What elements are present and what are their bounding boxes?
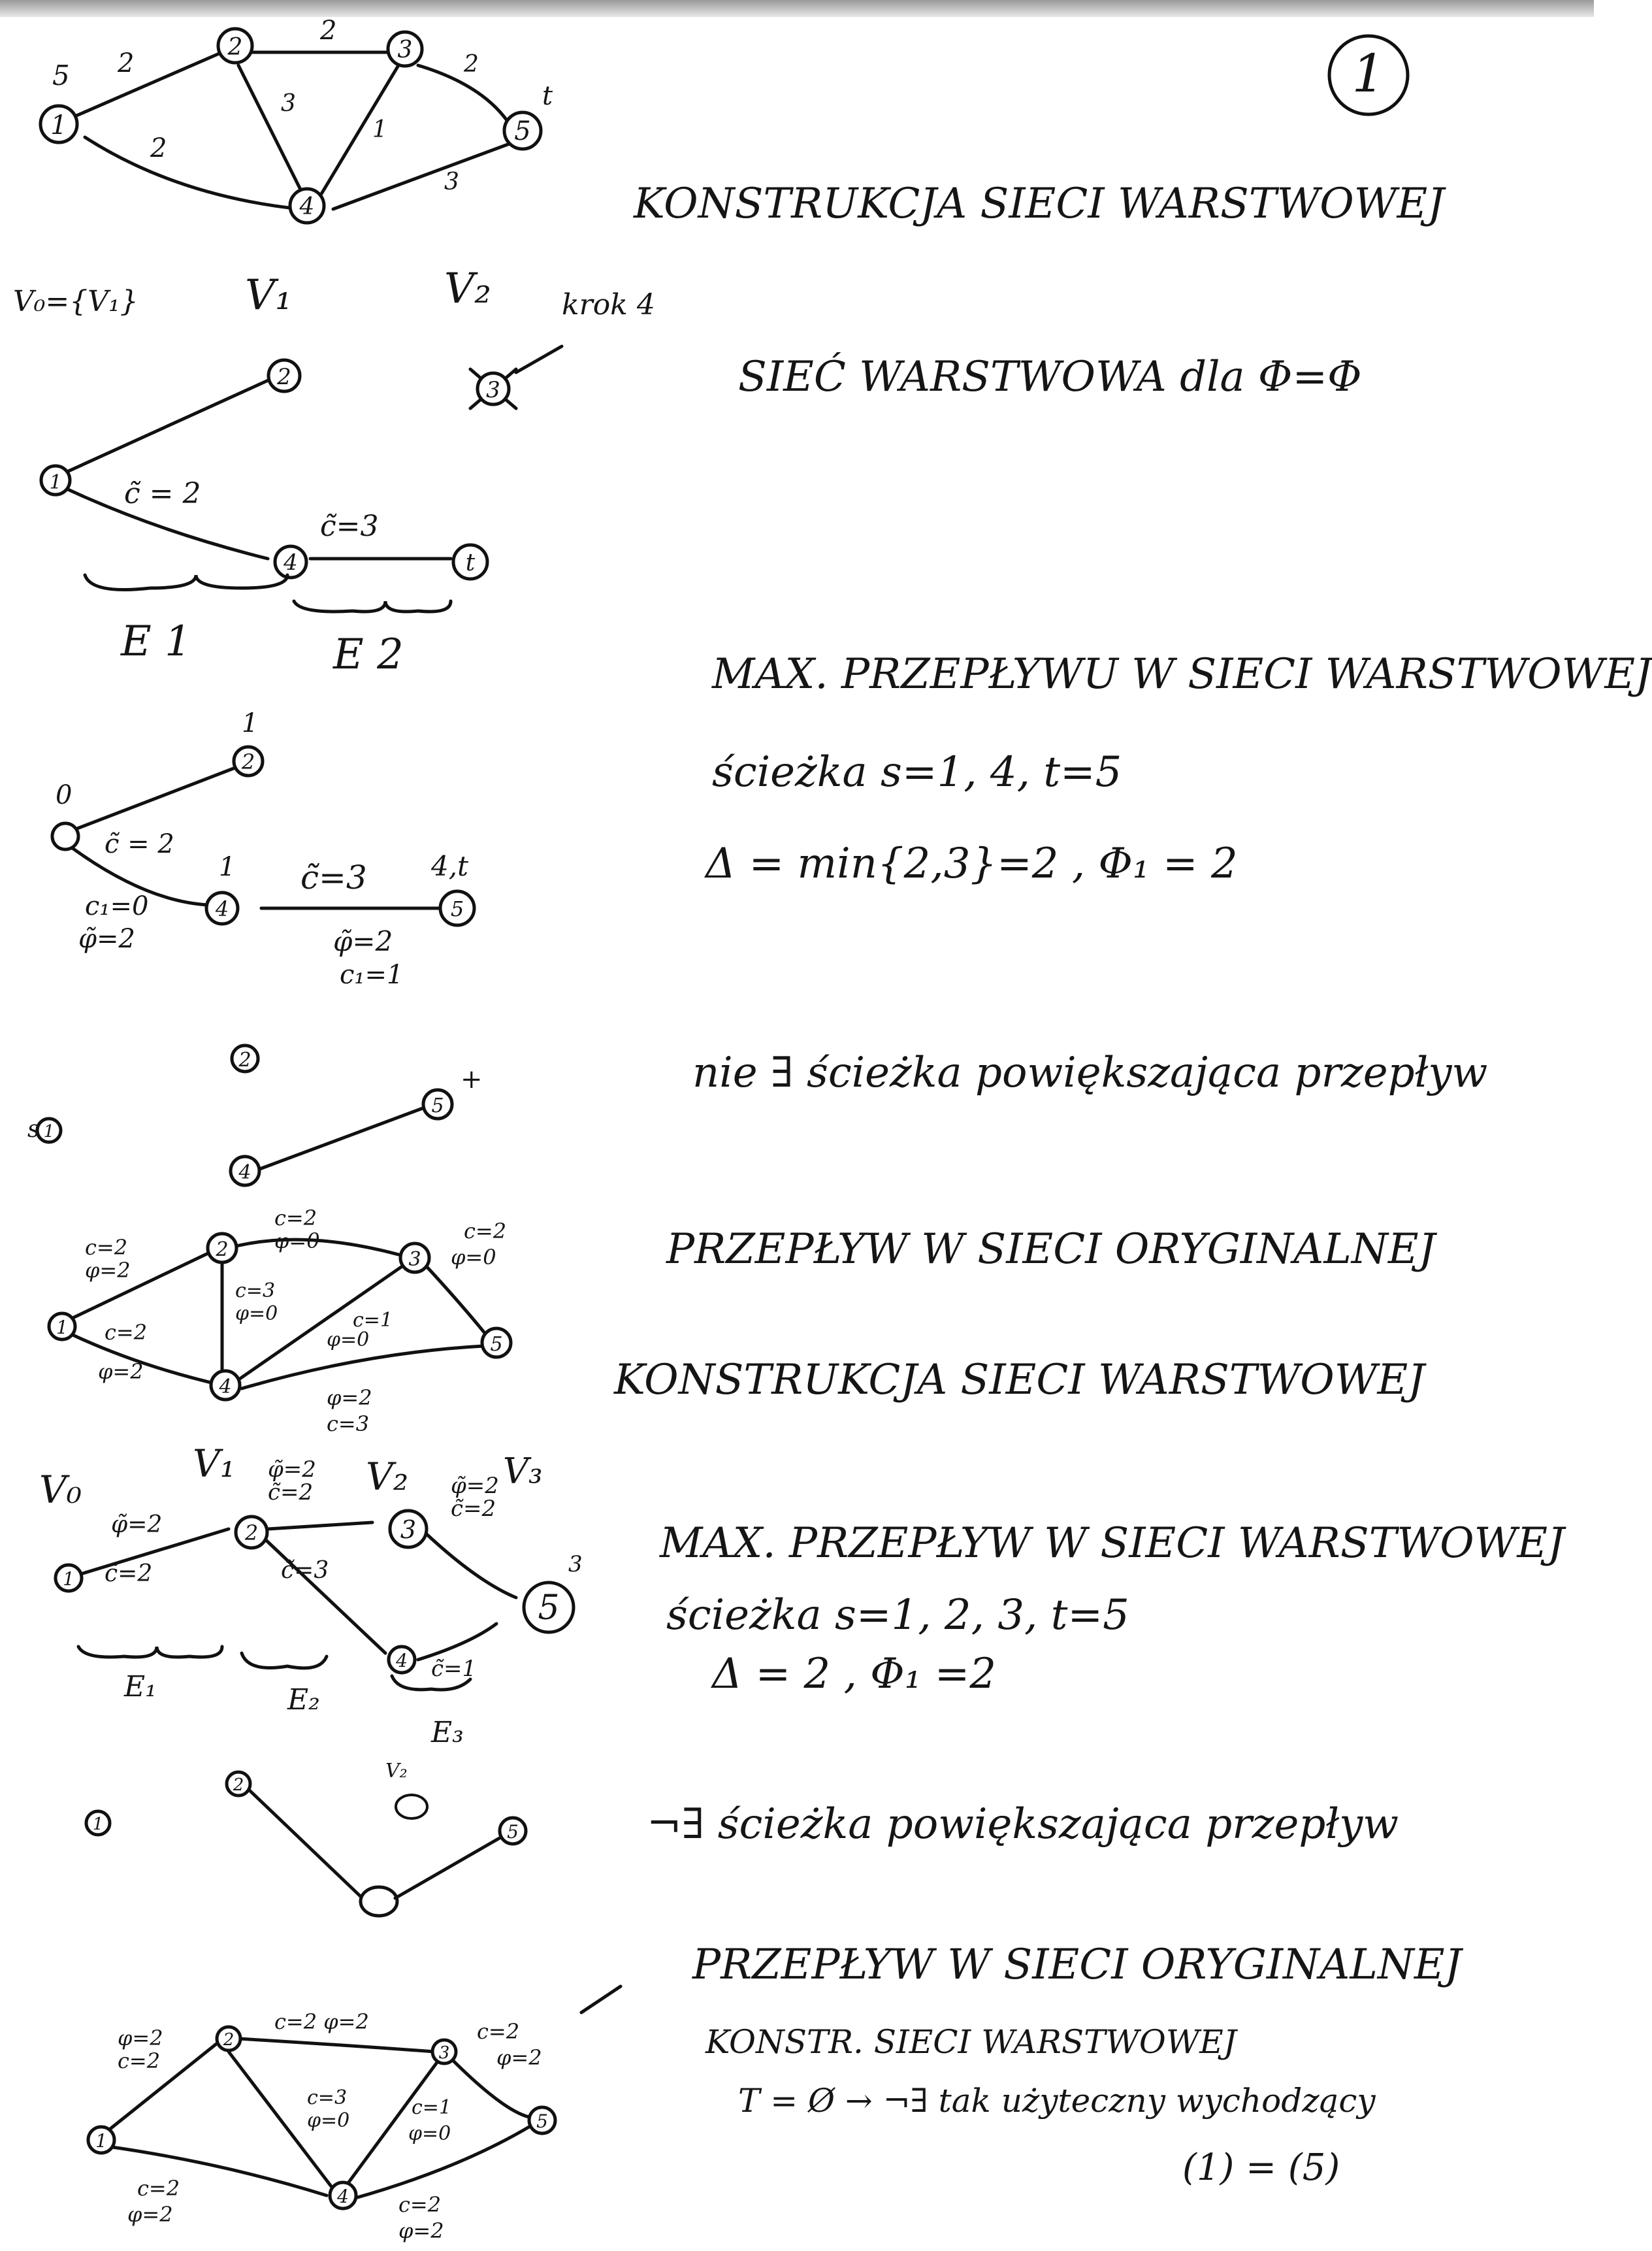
text-sciezka-1: ścieżka s=1, 4, t=5 bbox=[712, 748, 1122, 797]
svg-text:4: 4 bbox=[219, 1375, 232, 1398]
label-V0: V₀ bbox=[39, 1468, 82, 1512]
label-E1b: E₁ bbox=[124, 1670, 157, 1703]
graph-layered-1 bbox=[20, 340, 542, 686]
label-v2: V₂ bbox=[444, 265, 491, 313]
graph-original-network bbox=[13, 13, 588, 229]
final-label-e1: c=2 bbox=[477, 2019, 520, 2044]
svg-text:3: 3 bbox=[397, 37, 413, 63]
label-c2-phi0-23-a: c=2 bbox=[274, 1206, 317, 1230]
heading-przeplyw-oryg-1: PRZEPŁYW W SIECI ORYGINALNEJ bbox=[666, 1225, 1436, 1273]
svg-text:t: t bbox=[465, 550, 476, 576]
label-plus: + bbox=[461, 1064, 483, 1094]
label-phi-top-c: φ̃=2 bbox=[451, 1473, 499, 1499]
final-label-c2: φ=0 bbox=[307, 2109, 350, 2132]
page-number-circle bbox=[1320, 26, 1417, 124]
graph-residual-2 bbox=[78, 1751, 549, 1947]
svg-text:4: 4 bbox=[283, 550, 298, 576]
final-label-g2: φ=2 bbox=[398, 2218, 444, 2243]
text-delta-2: Δ = 2 , Φ₁ =2 bbox=[712, 1650, 997, 1698]
svg-text:2: 2 bbox=[227, 34, 243, 61]
label-c2-phi2-14-b: φ=2 bbox=[98, 1359, 144, 1384]
svg-text:4: 4 bbox=[215, 896, 229, 921]
final-label-g1: c=2 bbox=[398, 2192, 442, 2217]
label-c3-phi0-b: φ=0 bbox=[235, 1302, 278, 1325]
final-label-a2: c=2 bbox=[118, 2048, 161, 2073]
label-v1: V₁ bbox=[245, 271, 292, 320]
text-nie-istnieje-2: ¬∃ ścieżka powiększająca przepływ bbox=[647, 1800, 1399, 1848]
label-c2-phi2-12-a: c=2 bbox=[85, 1235, 128, 1260]
label-c-top-a: c̃=2 bbox=[105, 1560, 153, 1587]
final-label-f1: c=2 bbox=[137, 2176, 180, 2201]
svg-text:1: 1 bbox=[92, 1815, 104, 1834]
heading-konstrukcja-2: KONSTRUKCJA SIECI WARSTWOWEJ bbox=[614, 1356, 1425, 1404]
label-c2-phi0-35-b: φ=0 bbox=[451, 1245, 496, 1270]
edge-label-12: 2 bbox=[118, 48, 135, 78]
edge-label-24: 3 bbox=[281, 90, 296, 117]
svg-text:4: 4 bbox=[238, 1161, 251, 1184]
svg-text:1: 1 bbox=[63, 1568, 74, 1590]
text-sciezka-2: ścieżka s=1, 2, 3, t=5 bbox=[666, 1591, 1129, 1639]
heading-max-przeplyw-2: MAX. PRZEPŁYW W SIECI WARSTWOWEJ bbox=[660, 1519, 1564, 1568]
heading-konstrukcja-1: KONSTRUKCJA SIECI WARSTWOWEJ bbox=[634, 180, 1444, 228]
svg-text:1: 1 bbox=[95, 2130, 107, 2152]
svg-text:4: 4 bbox=[299, 193, 315, 220]
label-num-1-mid: 1 bbox=[219, 852, 236, 882]
label-v0-set: V₀={V₁} bbox=[13, 285, 138, 318]
label-c3b: c̃=3 bbox=[281, 1557, 329, 1584]
svg-text:5: 5 bbox=[536, 2111, 548, 2132]
svg-text:4: 4 bbox=[337, 2186, 349, 2207]
final-label-b: c=2 φ=2 bbox=[274, 2009, 369, 2034]
text-final-eq: (1) = (5) bbox=[1182, 2146, 1340, 2189]
label-three: 3 bbox=[568, 1551, 583, 1577]
label-phi-top-a: φ̃=2 bbox=[111, 1511, 163, 1538]
svg-text:4: 4 bbox=[396, 1650, 408, 1671]
label-c2-phi0-23-b: φ=0 bbox=[274, 1228, 320, 1253]
graph-flow-original-1 bbox=[39, 1202, 536, 1457]
heading-siec-warstwowa: SIEĆ WARSTWOWA dla Φ=Φ bbox=[738, 353, 1362, 401]
svg-text:5: 5 bbox=[450, 896, 464, 921]
svg-text:2: 2 bbox=[238, 1049, 251, 1072]
label-c1-phi0-b: φ=0 bbox=[327, 1328, 370, 1351]
svg-text:1: 1 bbox=[43, 1122, 55, 1142]
svg-text:2: 2 bbox=[241, 749, 255, 774]
label-s-node: s bbox=[27, 1116, 40, 1143]
edge-label-43: 1 bbox=[372, 116, 387, 143]
label-V1b: V₁ bbox=[193, 1441, 236, 1486]
svg-text:5: 5 bbox=[514, 116, 531, 146]
label-c2-flow: c̃ = 2 bbox=[105, 829, 174, 859]
svg-text:3: 3 bbox=[486, 377, 500, 403]
svg-text:3: 3 bbox=[400, 1515, 417, 1544]
svg-text:5: 5 bbox=[431, 1094, 444, 1117]
final-label-d1: c=1 bbox=[412, 2096, 452, 2119]
final-label-a1: φ=2 bbox=[118, 2026, 163, 2050]
svg-text:1: 1 bbox=[49, 471, 62, 494]
label-V3b: V₃ bbox=[503, 1451, 543, 1492]
label-c3: c̃=3 bbox=[320, 510, 379, 543]
svg-text:2: 2 bbox=[244, 1520, 259, 1545]
label-phi2: φ̃=2 bbox=[333, 925, 393, 957]
edge-label-t: t bbox=[542, 81, 553, 111]
label-num-0: 0 bbox=[56, 780, 73, 810]
label-c2-phi0-35-a: c=2 bbox=[464, 1219, 507, 1243]
text-final-line: T = Ø → ¬∃ tak użyteczny wychodzący bbox=[738, 2082, 1376, 2120]
text-nie-istnieje-1: nie ∃ ścieżka powiększająca przepływ bbox=[692, 1049, 1488, 1097]
edge-label-23: 2 bbox=[320, 16, 337, 46]
text-delta-1: Δ = min{2,3}=2 , Φ₁ = 2 bbox=[705, 840, 1238, 888]
label-phi2-c3-b: c=3 bbox=[327, 1411, 370, 1436]
label-c-top-c: c̃=2 bbox=[451, 1496, 496, 1522]
svg-text:1: 1 bbox=[56, 1317, 68, 1338]
label-krok-4: krok 4 bbox=[562, 288, 655, 321]
label-c-top-b: c̃=2 bbox=[268, 1479, 314, 1505]
label-c1-0: c₁=0 bbox=[85, 891, 149, 921]
svg-text:2: 2 bbox=[233, 1775, 244, 1795]
svg-text:5: 5 bbox=[507, 1821, 519, 1843]
svg-text:5: 5 bbox=[538, 1588, 560, 1628]
label-e1: E 1 bbox=[121, 617, 191, 666]
page-number: 1 bbox=[1352, 43, 1385, 104]
label-tilde-c3: c̃=3 bbox=[300, 859, 367, 896]
label-c2-phi2-12-b: φ=2 bbox=[85, 1258, 131, 1283]
svg-text:3: 3 bbox=[438, 2043, 450, 2063]
label-c2: c̃ = 2 bbox=[124, 477, 201, 510]
final-label-e2: φ=2 bbox=[496, 2045, 542, 2070]
label-E3b: E₃ bbox=[431, 1716, 464, 1749]
label-c1b: c̃=1 bbox=[431, 1656, 477, 1682]
label-e2: E 2 bbox=[333, 631, 404, 679]
label-c1-1: c₁=1 bbox=[340, 960, 404, 990]
heading-max-przeplyw-1: MAX. PRZEPŁYWU W SIECI WARSTWOWEJ bbox=[712, 650, 1652, 698]
text-konstr-3: KONSTR. SIECI WARSTWOWEJ bbox=[705, 2023, 1237, 2061]
label-phi-top-b: φ̃=2 bbox=[268, 1456, 316, 1483]
svg-text:1: 1 bbox=[50, 110, 67, 140]
graph-residual-1 bbox=[27, 1032, 490, 1202]
svg-text:2: 2 bbox=[216, 1238, 229, 1261]
label-phi-2-left: φ̃=2 bbox=[78, 924, 135, 954]
svg-text:5: 5 bbox=[490, 1333, 503, 1356]
label-V2b: V₂ bbox=[366, 1454, 409, 1499]
label-phi2-c3-a: φ=2 bbox=[327, 1385, 372, 1410]
label-41: 4,t bbox=[431, 850, 468, 882]
label-c2-phi2-14-a: c=2 bbox=[105, 1320, 148, 1345]
edge-label-45: 3 bbox=[444, 169, 459, 195]
final-label-d2: φ=0 bbox=[408, 2122, 451, 2145]
label-E2b: E₂ bbox=[287, 1683, 320, 1717]
label-c3-phi0-a: c=3 bbox=[235, 1279, 276, 1302]
graph-flow-step-1 bbox=[26, 706, 549, 1006]
svg-text:V₂: V₂ bbox=[385, 1760, 408, 1783]
label-c1-phi0-a: c=1 bbox=[353, 1309, 393, 1332]
edge-label-s: 5 bbox=[52, 59, 70, 91]
edge-label-35: 2 bbox=[464, 51, 479, 78]
edge-label-14: 2 bbox=[150, 133, 167, 163]
final-label-c1: c=3 bbox=[307, 2086, 348, 2109]
svg-text:2: 2 bbox=[223, 2030, 235, 2050]
final-label-f2: φ=2 bbox=[127, 2202, 173, 2227]
svg-text:2: 2 bbox=[277, 364, 291, 390]
graph-flow-original-2 bbox=[52, 1986, 588, 2248]
label-num-1-top: 1 bbox=[242, 708, 259, 738]
svg-text:3: 3 bbox=[408, 1248, 421, 1271]
heading-przeplyw-oryg-2: PRZEPŁYW W SIECI ORYGINALNEJ bbox=[692, 1941, 1462, 1989]
